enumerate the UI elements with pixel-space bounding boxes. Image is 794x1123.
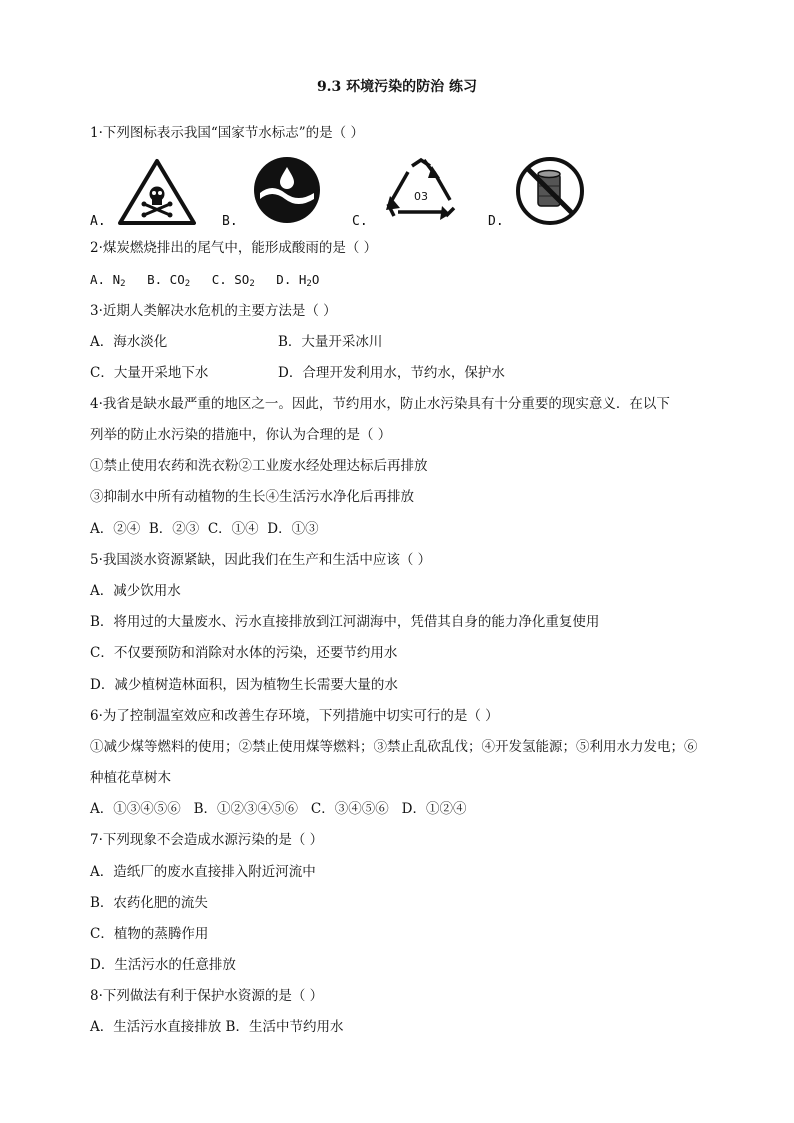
recycle-icon: [384, 156, 458, 226]
question-7-option-d: D．生活污水的任意排放: [90, 957, 236, 973]
question-7-option-b: B．农药化肥的流失: [90, 895, 208, 911]
question-7-stem: 7·下列现象不会造成水源污染的是（ ）: [90, 832, 324, 848]
toxic-warning-icon: [118, 158, 196, 226]
question-4-items-line-2: ③抑制水中所有动植物的生长④生活污水净化后再排放: [90, 489, 414, 505]
question-2-stem: 2·煤炭燃烧排出的尾气中，能形成酸雨的是（ ）: [90, 240, 378, 256]
question-7-option-a: A．造纸厂的废水直接排入附近河流中: [90, 864, 316, 880]
question-3-option-b: B．大量开采冰川: [278, 334, 383, 350]
question-6-items-line-2: 种植花草树木: [90, 770, 171, 786]
question-1-option-d: D.: [488, 214, 504, 229]
question-7-option-c: C．植物的蒸腾作用: [90, 926, 209, 942]
question-5-option-b: B．将用过的大量废水、污水直接排放到江河湖海中，凭借其自身的能力净化重复使用: [90, 614, 600, 630]
water-saving-icon: [252, 155, 322, 225]
question-5-stem: 5·我国淡水资源紧缺，因此我们在生产和生活中应该（ ）: [90, 552, 432, 568]
no-oil-drum-icon: [514, 156, 586, 226]
question-3-option-d: D．合理开发利用水，节约水，保护水: [278, 365, 505, 381]
question-6-items-line-1: ①减少煤等燃料的使用；②禁止使用煤等燃料；③禁止乱砍乱伐；④开发氢能源；⑤利用水力发电；⑥: [90, 739, 698, 755]
question-5-option-c: C．不仅要预防和消除对水体的污染，还要节约用水: [90, 645, 398, 661]
question-3-option-c: C．大量开采地下水: [90, 365, 209, 381]
recycle-code: 03: [414, 190, 428, 203]
question-1-option-c: C.: [352, 214, 368, 229]
question-4-stem-line-2: 列举的防止水污染的措施中，你认为合理的是（ ）: [90, 427, 392, 443]
question-1-option-b: B.: [222, 214, 238, 229]
question-1-stem: 1·下列图标表示我国“国家节水标志”的是（ ）: [90, 125, 364, 141]
question-6-stem: 6·为了控制温室效应和改善生存环境，下列措施中切实可行的是（ ）: [90, 708, 499, 724]
question-1-option-a: A.: [90, 214, 106, 229]
question-4-items-line-1: ①禁止使用农药和洗衣粉②工业废水经处理达标后再排放: [90, 458, 428, 474]
question-5-option-d: D．减少植树造林面积，因为植物生长需要大量的水: [90, 677, 398, 693]
page-title: 9.3 环境污染的防治 练习: [316, 79, 478, 95]
question-2-options: A. $N_2$ B. $CO_2$ C. $SO_2$ D. $H_2O$: [90, 272, 320, 289]
question-5-option-a: A．减少饮用水: [90, 583, 181, 599]
question-4-options: A．②④ B．②③ C．①④ D．①③: [90, 521, 319, 537]
question-3-stem: 3·近期人类解决水危机的主要方法是（ ）: [90, 303, 337, 319]
question-6-options: A．①③④⑤⑥ B．①②③④⑤⑥ C．③④⑤⑥ D．①②④: [90, 801, 467, 817]
question-4-stem-line-1: 4·我省是缺水最严重的地区之一。因此，节约用水，防止水污染具有十分重要的现实意义．在以下: [90, 396, 670, 412]
question-8-options-ab: A．生活污水直接排放 B．生活中节约用水: [90, 1019, 344, 1035]
question-8-stem: 8·下列做法有利于保护水资源的是（ ）: [90, 988, 324, 1004]
question-3-option-a: A．海水淡化: [90, 334, 168, 350]
